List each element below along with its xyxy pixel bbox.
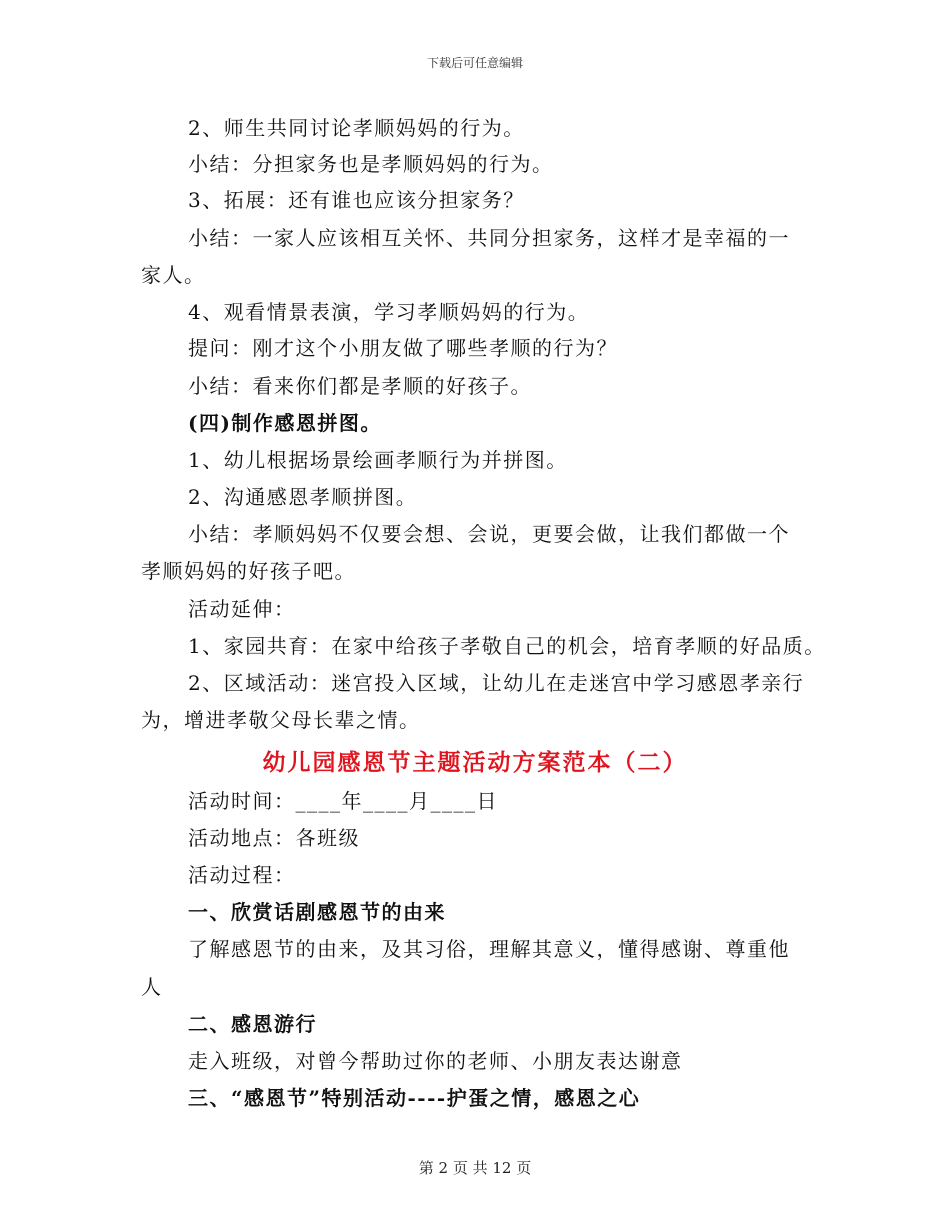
page-footer: 第 2 页 共 12 页 (418, 1159, 532, 1177)
subheading: 二、感恩游行 (188, 1012, 317, 1036)
paragraph-line: 1、幼儿根据场景绘画孝顺行为并拼图。 (188, 448, 568, 472)
paragraph-line: 小结：孝顺妈妈不仅要会想、会说，更要会做，让我们都做一个 (188, 522, 790, 546)
subheading: (四)制作感恩拼图。 (188, 411, 382, 435)
paragraph-line: 1、家园共育：在家中给孩子孝敬自己的机会，培育孝顺的好品质。 (188, 634, 826, 658)
paragraph-line: 提问：刚才这个小朋友做了哪些孝顺的行为？ (188, 336, 618, 360)
paragraph-line: 人 (141, 975, 163, 999)
paragraph-line: 为，增进孝敬父母长辈之情。 (141, 708, 421, 732)
paragraph-line: 小结：分担家务也是孝顺妈妈的行为。 (188, 152, 554, 176)
paragraph-line: 走入班级，对曾今帮助过你的老师、小朋友表达谢意 (188, 1049, 683, 1073)
paragraph-line: 孝顺妈妈的好孩子吧。 (141, 559, 356, 583)
paragraph-line: 活动过程： (188, 863, 296, 887)
paragraph-line: 2、沟通感恩孝顺拼图。 (188, 485, 418, 509)
paragraph-line: 小结：看来你们都是孝顺的好孩子。 (188, 374, 532, 398)
paragraph-line: 4、观看情景表演，学习孝顺妈妈的行为。 (188, 300, 590, 324)
paragraph-line: 活动延伸： (188, 597, 296, 621)
section-title: 幼儿园感恩节主题活动方案范本（二） (262, 749, 688, 776)
paragraph-line: 活动地点：各班级 (188, 826, 360, 850)
paragraph-line: 2、区域活动：迷宫投入区域，让幼儿在走迷宫中学习感恩孝亲行 (188, 671, 805, 695)
paragraph-line: 2、师生共同讨论孝顺妈妈的行为。 (188, 116, 525, 140)
paragraph-line: 小结：一家人应该相互关怀、共同分担家务，这样才是幸福的一 (188, 226, 790, 250)
paragraph-line: 活动时间：____年____月____日 (188, 789, 498, 813)
subheading: 三、“感恩节”特别活动----护蛋之情，感恩之心 (188, 1086, 641, 1110)
paragraph-line: 3、拓展：还有谁也应该分担家务？ (188, 188, 525, 212)
paragraph-line: 了解感恩节的由来，及其习俗，理解其意义，懂得感谢、尊重他 (188, 937, 790, 961)
subheading: 一、欣赏话剧感恩节的由来 (188, 900, 446, 924)
paragraph-line: 家人。 (141, 263, 206, 287)
page-header: 下载后可任意编辑 (426, 56, 523, 70)
